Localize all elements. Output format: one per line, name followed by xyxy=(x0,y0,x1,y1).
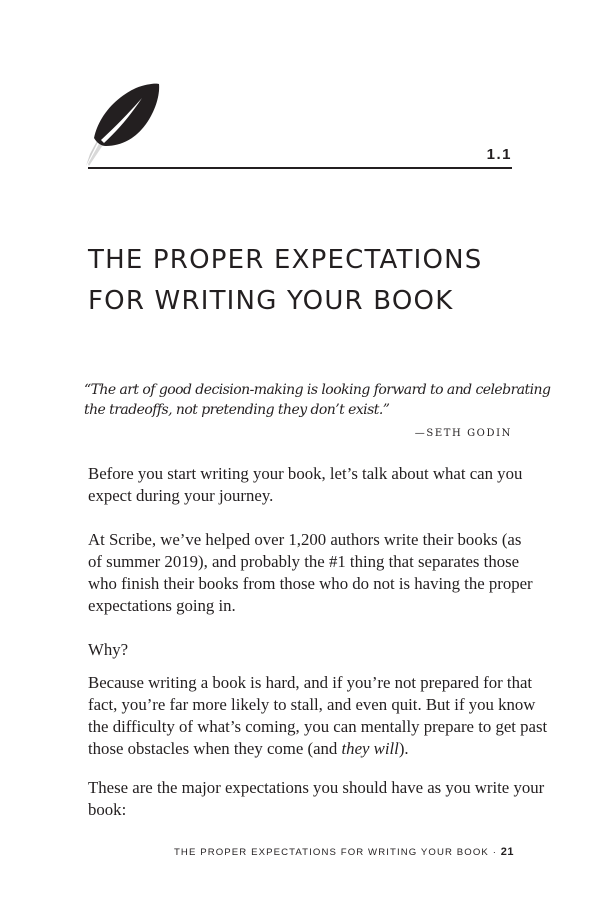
text-line: At Scribe, we’ve helped over 1,200 authors write their books (as xyxy=(88,530,522,549)
text-line: expect during your journey. xyxy=(88,486,274,505)
footer-separator: · xyxy=(492,847,497,858)
chapter-title-line: THE PROPER EXPECTATIONS xyxy=(88,245,483,275)
text-line: Before you start writing your book, let’s talk about what can you xyxy=(88,464,523,483)
epigraph-line: “The art of good decision-making is looking forward to and celebrating xyxy=(84,382,551,398)
running-title: THE PROPER EXPECTATIONS FOR WRITING YOUR BOOK xyxy=(173,847,489,858)
epigraph-line: the tradeoffs, not pretending they don’t exist.” xyxy=(84,402,390,418)
text-line: These are the major expectations you should have as you write your xyxy=(88,778,545,797)
page-number: 21 xyxy=(500,846,514,858)
text-line: book: xyxy=(88,800,127,819)
header-divider xyxy=(88,167,512,169)
section-number: 1.1 xyxy=(486,146,512,163)
body-paragraph xyxy=(88,777,545,821)
text-line: who finish their books from those who do not is having the proper xyxy=(88,574,533,593)
text-line: Why? xyxy=(88,640,129,659)
chapter-title-line: FOR WRITING YOUR BOOK xyxy=(88,286,454,316)
text-fragment: ). xyxy=(398,739,409,758)
chapter-title xyxy=(88,240,528,322)
text-line: of summer 2019), and probably the #1 thing that separates those xyxy=(88,552,520,571)
text-line: Because writing a book is hard, and if you’re not prepared for that xyxy=(88,673,533,692)
text-fragment: those obstacles when they come (and xyxy=(88,739,342,758)
body-paragraph xyxy=(88,529,533,617)
text-line: fact, you’re far more likely to stall, and even quit. But if you know xyxy=(88,695,536,714)
epigraph-attribution: —SETH GODIN xyxy=(414,428,512,439)
body-paragraph xyxy=(88,463,523,507)
epigraph-quote xyxy=(84,380,551,420)
page-footer xyxy=(174,846,514,858)
text-line: the difficulty of what’s coming, you can mentally prepare to get past xyxy=(88,717,548,736)
body-paragraph xyxy=(88,672,548,760)
text-line: expectations going in. xyxy=(88,596,236,615)
text-line xyxy=(88,738,518,760)
body-paragraph xyxy=(88,639,518,661)
feather-quill-icon xyxy=(86,80,162,170)
emphasized-text: they will xyxy=(341,739,399,758)
